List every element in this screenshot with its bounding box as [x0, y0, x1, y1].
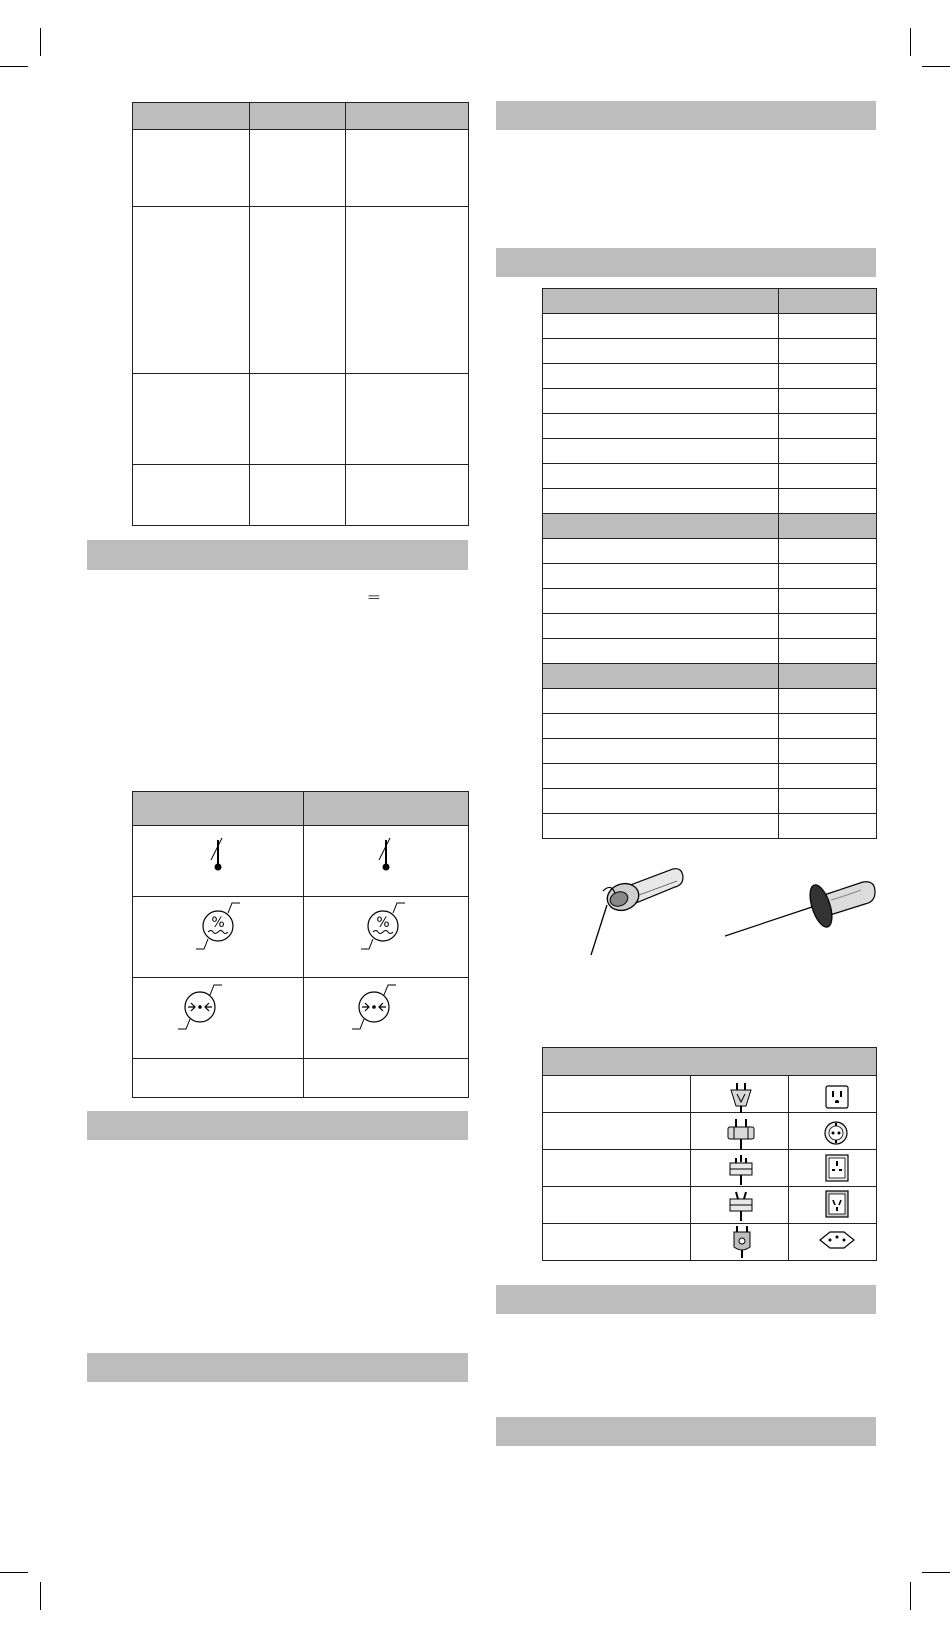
table-header-cell	[543, 289, 779, 314]
table-header-cell	[304, 792, 469, 826]
section-heading-bar	[496, 1285, 876, 1314]
table-cell	[304, 1059, 469, 1098]
thermometer-icon	[374, 836, 398, 874]
table-cell	[250, 130, 346, 207]
table-header-row	[133, 103, 469, 130]
table-cell	[779, 764, 877, 789]
table-row	[543, 339, 877, 364]
table-cell	[543, 764, 779, 789]
table-row	[543, 564, 877, 589]
crop-mark	[0, 66, 28, 67]
table-header-cell	[779, 664, 877, 689]
table-header-cell	[250, 103, 346, 130]
table-header-cell	[346, 103, 469, 130]
section-heading-bar	[87, 1353, 468, 1382]
table-row	[133, 897, 469, 978]
svg-text:%: %	[211, 915, 225, 931]
au-socket-icon	[825, 1190, 849, 1218]
table-cell	[543, 1150, 691, 1187]
us-plug-icon	[728, 1082, 754, 1114]
table-header-cell	[133, 792, 304, 826]
table-cell	[543, 414, 779, 439]
table-cell	[543, 814, 779, 839]
table-cell	[543, 689, 779, 714]
table-header-cell	[543, 664, 779, 689]
svg-text:%: %	[376, 915, 390, 931]
au-plug-icon	[727, 1190, 755, 1222]
table-subheader-row	[543, 514, 877, 539]
pressure-icon	[160, 983, 230, 1031]
table-cell	[543, 389, 779, 414]
table-row	[133, 465, 469, 526]
temperature-probe-large-icon	[725, 870, 877, 940]
section-heading-bar	[496, 1417, 876, 1446]
table-row	[543, 689, 877, 714]
crop-mark	[922, 66, 950, 67]
environment-table	[132, 791, 469, 1098]
crop-mark	[40, 1582, 41, 1610]
ch-socket-icon	[818, 1230, 856, 1250]
table-header-row	[543, 1048, 877, 1076]
table-cell	[779, 464, 877, 489]
table-row	[543, 439, 877, 464]
table-cell	[346, 130, 469, 207]
table-header-cell	[133, 103, 250, 130]
table-row	[543, 464, 877, 489]
table-row	[133, 826, 469, 897]
table-cell	[543, 314, 779, 339]
table-header-cell	[543, 1048, 877, 1076]
section-heading-bar	[496, 101, 876, 130]
table-cell	[250, 374, 346, 465]
table-cell	[543, 464, 779, 489]
table-cell	[543, 339, 779, 364]
eu-socket-icon	[823, 1120, 849, 1146]
crop-mark	[922, 1572, 950, 1573]
table-cell	[543, 1224, 691, 1261]
table-row	[543, 814, 877, 839]
thermometer-icon	[206, 836, 230, 874]
table-header-row	[133, 792, 469, 826]
table-cell	[779, 589, 877, 614]
table-header-cell	[779, 514, 877, 539]
table-row	[133, 1059, 469, 1098]
table-row	[543, 389, 877, 414]
table-row	[543, 639, 877, 664]
table-cell	[543, 714, 779, 739]
table-cell	[543, 1076, 691, 1113]
eu-plug-icon	[726, 1118, 756, 1150]
table-cell	[779, 389, 877, 414]
us-socket-icon	[825, 1085, 849, 1109]
table-cell	[346, 207, 469, 374]
table-cell	[779, 539, 877, 564]
table-cell	[543, 739, 779, 764]
table-cell	[133, 374, 250, 465]
table-row	[133, 207, 469, 374]
table-subheader-row	[543, 664, 877, 689]
table-cell	[133, 465, 250, 526]
table-header-cell	[779, 289, 877, 314]
table-row	[543, 614, 877, 639]
table-cell	[250, 465, 346, 526]
crop-mark	[0, 1572, 28, 1573]
pressure-icon	[334, 983, 404, 1031]
table-row	[543, 364, 877, 389]
table-cell	[779, 814, 877, 839]
table-cell	[779, 639, 877, 664]
table-cell	[779, 714, 877, 739]
uk-plug-icon	[727, 1154, 755, 1186]
table-cell	[543, 589, 779, 614]
humidity-icon	[196, 901, 242, 951]
table-cell	[543, 614, 779, 639]
table-cell	[543, 364, 779, 389]
table-cell	[779, 689, 877, 714]
section-heading-bar	[496, 248, 876, 277]
table-cell	[779, 489, 877, 514]
table-row	[133, 374, 469, 465]
table-cell	[779, 739, 877, 764]
table-cell	[543, 539, 779, 564]
table-cell	[543, 639, 779, 664]
table-cell	[543, 1113, 691, 1150]
humidity-icon	[361, 901, 407, 951]
table-row	[543, 764, 877, 789]
table-cell	[133, 130, 250, 207]
table-row	[543, 314, 877, 339]
uk-socket-icon	[825, 1154, 849, 1182]
table-cell	[779, 314, 877, 339]
table-cell	[346, 374, 469, 465]
table-cell	[543, 789, 779, 814]
table-row	[133, 130, 469, 207]
section-heading-bar	[87, 1111, 468, 1140]
crop-mark	[910, 1582, 911, 1610]
table-row	[543, 414, 877, 439]
crop-mark	[40, 28, 41, 56]
parameter-table	[542, 288, 877, 839]
table-cell	[543, 564, 779, 589]
table-row	[543, 739, 877, 764]
table-header-cell	[543, 514, 779, 539]
table-row	[543, 539, 877, 564]
table-cell	[779, 564, 877, 589]
ch-plug-icon	[731, 1225, 753, 1259]
crop-mark	[910, 28, 911, 56]
table-row	[543, 489, 877, 514]
table-cell	[133, 207, 250, 374]
table-row	[543, 789, 877, 814]
section-heading-bar	[87, 540, 468, 570]
dc-symbol: ==	[368, 592, 379, 604]
table-cell	[543, 1187, 691, 1224]
table-cell	[779, 339, 877, 364]
table-cell	[779, 439, 877, 464]
temperature-probe-small-icon	[585, 865, 685, 957]
table-cell	[779, 414, 877, 439]
table-cell	[779, 614, 877, 639]
table-row	[543, 714, 877, 739]
table-cell	[779, 789, 877, 814]
table-cell	[779, 364, 877, 389]
table-row	[543, 589, 877, 614]
table-cell	[133, 1059, 304, 1098]
spec-table	[132, 102, 469, 526]
table-cell	[250, 207, 346, 374]
table-header-row	[543, 289, 877, 314]
table-cell	[346, 465, 469, 526]
table-cell	[543, 489, 779, 514]
table-cell	[543, 439, 779, 464]
